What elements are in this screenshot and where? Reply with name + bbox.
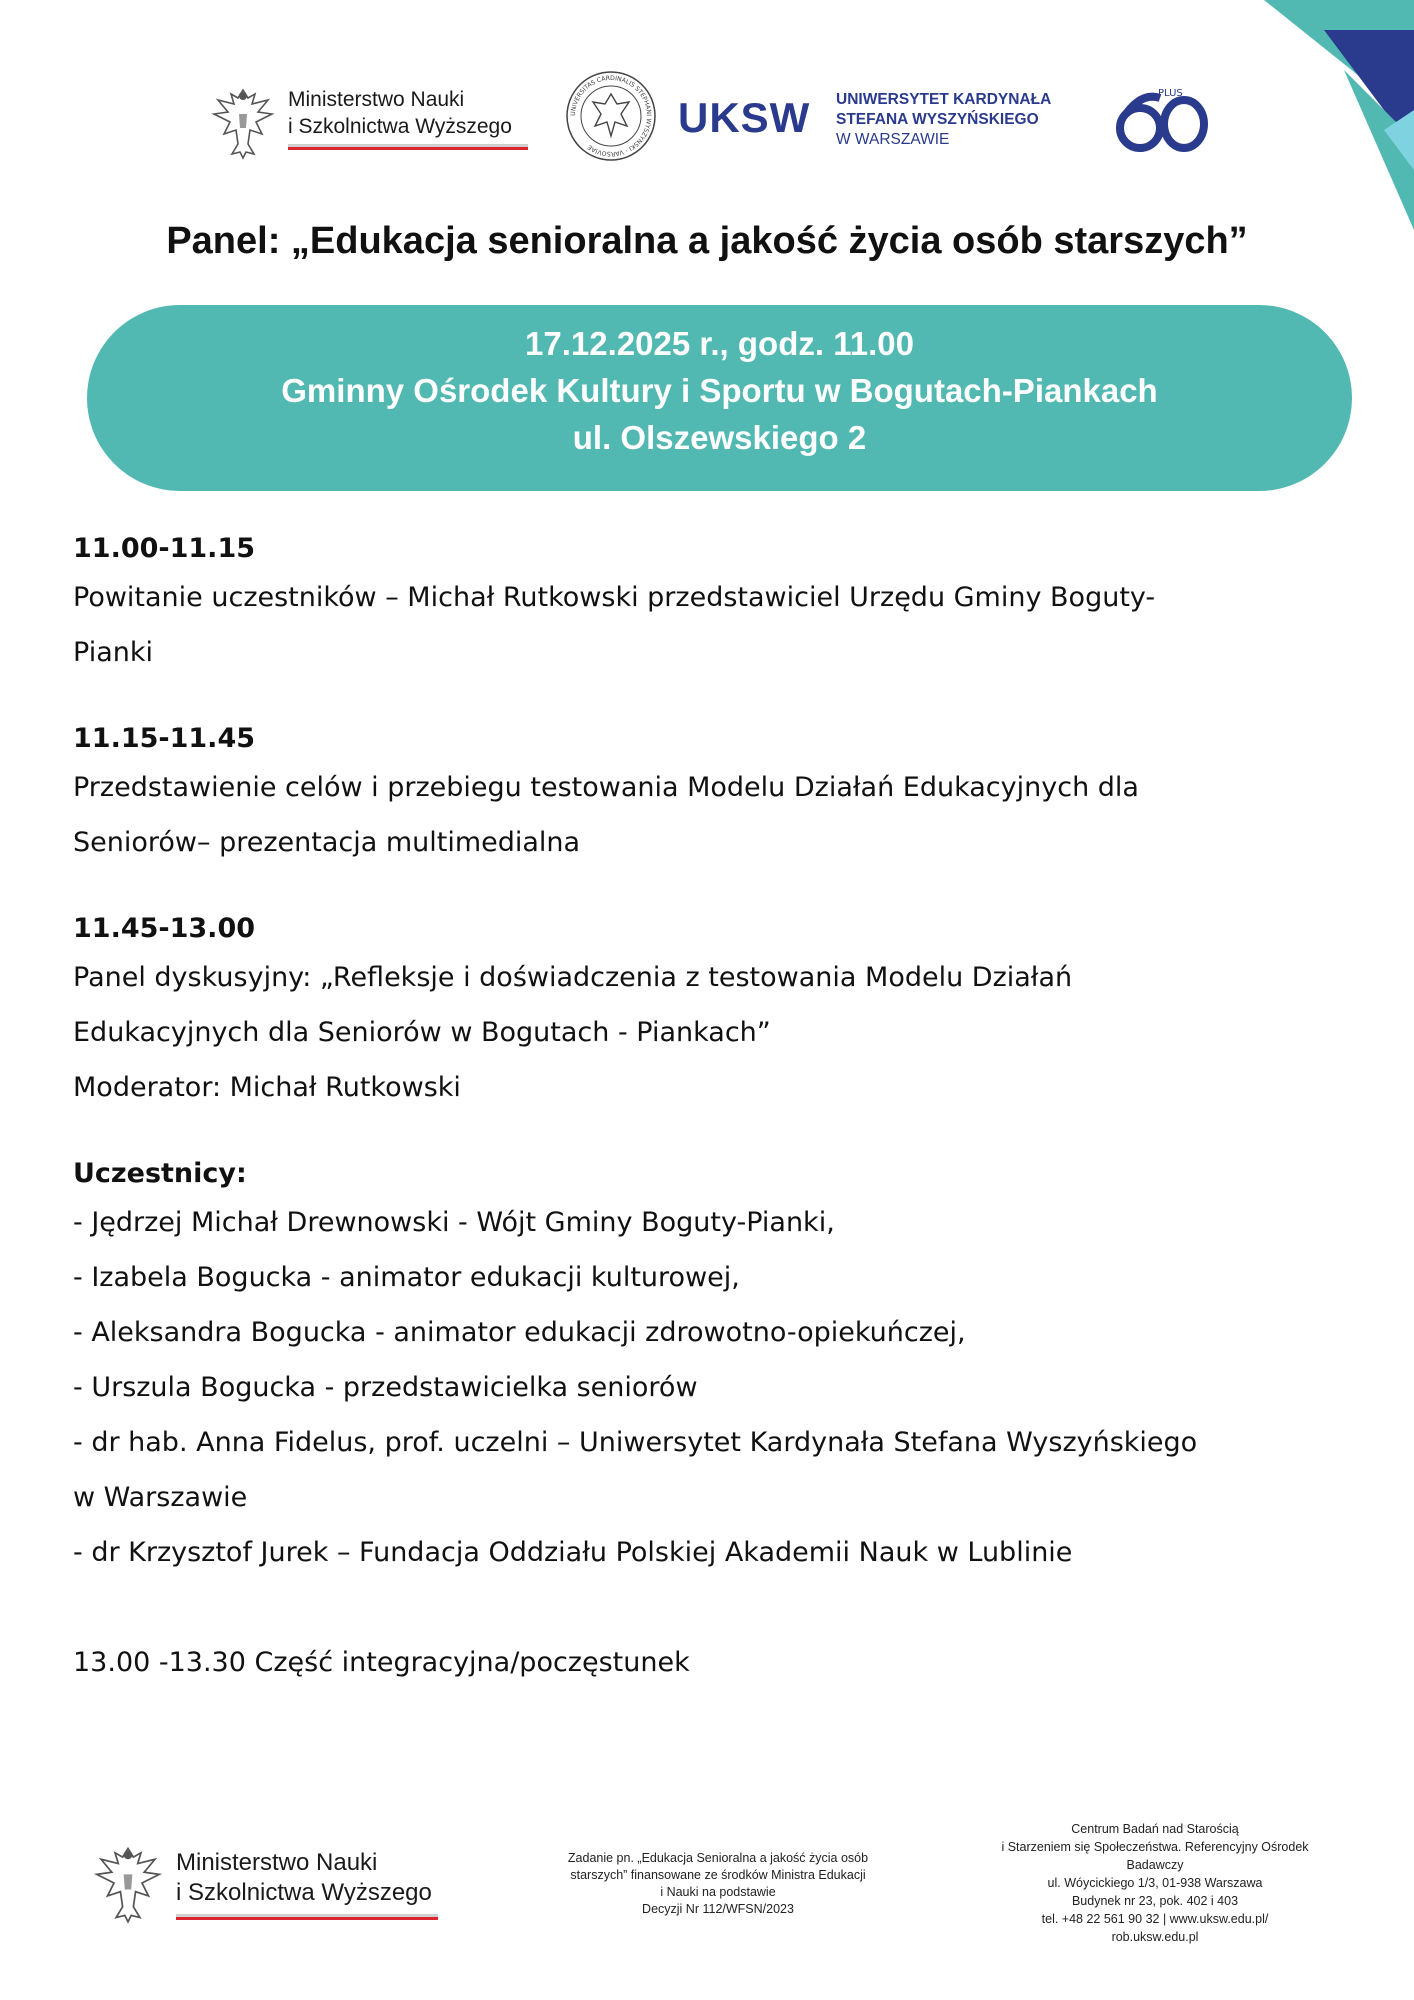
contact-line: Badawczy — [1126, 1858, 1184, 1872]
plus-label: PLUS — [1158, 88, 1183, 99]
agenda-item — [73, 718, 1353, 870]
uksw-name-line2: STEFANA WYSZYŃSKIEGO — [836, 111, 1039, 128]
page-title: Panel: „Edukacja senioralna a jakość życia osób starszych” — [166, 220, 1248, 262]
participant-item: - Jędrzej Michał Drewnowski - Wójt Gminy Boguty-Pianki, — [73, 1207, 835, 1238]
agenda-item — [73, 908, 1353, 1115]
agenda-time: 11.00-11.15 — [73, 533, 256, 564]
funding-line: Decyzji Nr 112/WFSN/2023 — [642, 1902, 794, 1916]
agenda-time: 11.15-11.45 — [73, 723, 256, 754]
agenda-moderator: Moderator: Michał Rutkowski — [73, 1072, 461, 1103]
contact-line: Budynek nr 23, pok. 402 i 403 — [1071, 1894, 1239, 1908]
participant-item: - Urszula Bogucka - przedstawicielka seniorów — [73, 1372, 698, 1403]
footer-ministry-logo — [92, 1842, 452, 1932]
agenda-description-line: Pianki — [73, 637, 153, 668]
event-date-time: 17.12.2025 r., godz. 11.00 — [525, 325, 914, 362]
event-address: ul. Olszewskiego 2 — [572, 419, 867, 456]
participants-heading: Uczestnicy: — [73, 1158, 247, 1189]
contact-line: Centrum Badań nad Starością — [1071, 1822, 1239, 1836]
seal-inscription: UNIVERSITAS CARDINALIS STEPHANI WYSZYNSKI · VARSOVIAE — [569, 74, 653, 158]
footer — [0, 1810, 1414, 1980]
funding-line: i Nauki na podstawie — [660, 1885, 776, 1899]
participant-item: - Izabela Bogucka - animator edukacji kulturowej, — [73, 1262, 740, 1293]
footer-ministry-name-line1: Ministerstwo Nauki — [176, 1849, 378, 1876]
uksw-name-line1: UNIWERSYTET KARDYNAŁA — [836, 91, 1052, 108]
agenda-description-line: Przedstawienie celów i przebiegu testowania Modelu Działań Edukacyjnych dla — [73, 772, 1139, 803]
agenda — [73, 528, 1353, 1717]
uksw-logo-mark: UKSW — [678, 94, 811, 141]
university-seal-icon — [565, 70, 657, 162]
funding-line: Zadanie pn. „Edukacja Senioralna a jakość życia osób — [567, 1851, 869, 1865]
contact-line: ul. Wóycickiego 1/3, 01-938 Warszawa — [1047, 1876, 1263, 1890]
participants-section — [73, 1153, 1353, 1580]
svg-text:UNIVERSITAS CARDINALIS STEPHAN — [570, 75, 652, 157]
uksw-name-line3: W WARSZAWIE — [836, 131, 950, 148]
agenda-description-line: Powitanie uczestników – Michał Rutkowski przedstawiciel Urzędu Gminy Boguty- — [73, 582, 1156, 613]
contact-line: i Starzeniem się Społeczeństwa. Referencyjny Ośrodek — [1001, 1840, 1309, 1854]
agenda-description-line: Edukacyjnych dla Seniorów w Bogutach - Piankach” — [73, 1017, 771, 1048]
funding-line: starszych” finansowane ze środków Ministra Edukacji — [570, 1868, 866, 1882]
agenda-item — [73, 528, 1353, 680]
polish-eagle-icon — [92, 1842, 164, 1924]
plus-60-logo-icon — [1112, 84, 1212, 154]
footer-ministry-name-line2: i Szkolnictwa Wyższego — [176, 1879, 432, 1906]
header-logos — [0, 60, 1414, 170]
event-info-banner — [87, 305, 1352, 491]
agenda-description-line: Seniorów– prezentacja multimedialna — [73, 827, 581, 858]
participant-item: - Aleksandra Bogucka - animator edukacji zdrowotno-opiekuńczej, — [73, 1317, 966, 1348]
uksw-name — [836, 90, 1051, 150]
participant-item: - dr hab. Anna Fidelus, prof. uczelni – Uniwersytet Kardynała Stefana Wyszyńskiego — [73, 1427, 1198, 1458]
polish-flag-stripe — [288, 144, 528, 150]
event-venue: Gminny Ośrodek Kultury i Sportu w Bogutach-Piankach — [281, 372, 1158, 409]
ministry-name-line1: Ministerstwo Nauki — [288, 88, 465, 111]
agenda-description-line: Panel dyskusyjny: „Refleksje i doświadczenia z testowania Modelu Działań — [73, 962, 1073, 993]
agenda-time: 11.45-13.00 — [73, 913, 256, 944]
contact-line: tel. +48 22 561 90 32 | www.uksw.edu.pl/ — [1041, 1912, 1269, 1926]
contact-info — [970, 1820, 1340, 1946]
closing-agenda-item: 13.00 -13.30 Część integracyjna/poczęstunek — [73, 1647, 690, 1678]
ministry-name-line2: i Szkolnictwa Wyższego — [288, 115, 512, 138]
contact-line: rob.uksw.edu.pl — [1111, 1930, 1199, 1944]
participant-item: w Warszawie — [73, 1482, 248, 1513]
participant-item: - dr Krzysztof Jurek – Fundacja Oddziału Polskiej Akademii Nauk w Lublinie — [73, 1537, 1073, 1568]
polish-flag-stripe — [176, 1914, 438, 1920]
funding-note — [528, 1850, 908, 1918]
participants-list — [73, 1195, 1353, 1580]
ministry-logo — [210, 84, 530, 164]
polish-eagle-icon — [210, 84, 276, 160]
